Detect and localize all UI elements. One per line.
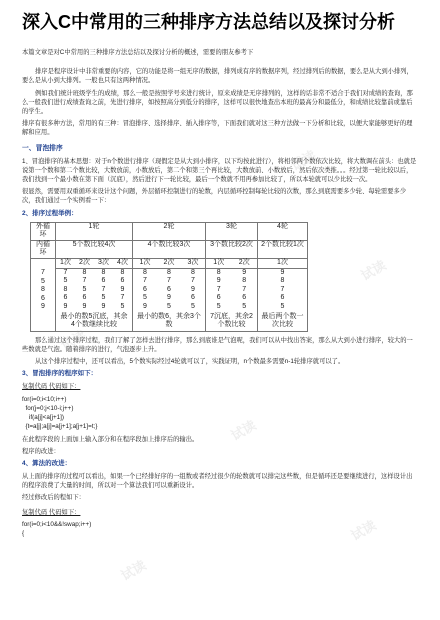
section-heading-bubble: 一、冒泡排序 (22, 144, 63, 152)
table-round-4: 4轮 (258, 222, 308, 240)
round-2-values: 8 8 8 7 7 7 6 6 9 5 9 6 9 5 5 (143, 268, 195, 310)
round-4-values: 9 8 7 6 5 (280, 268, 285, 310)
watermark-text: 试读 (118, 557, 149, 584)
improve-paragraph-2: 经过修改后的程如下： (22, 494, 85, 502)
article-title: 深入C中常用的三种排序方法总结以及探讨分析 (22, 12, 395, 32)
table-round-desc-3: 3个数比较2次 (206, 240, 258, 258)
round-1-times: 1次 2次 3次 4次 (56, 259, 132, 269)
sub-heading-program: 3、冒泡排序的程序如下： (22, 370, 98, 378)
improve-paragraph: 从上面的排序的过程可以看出，如果一个已经排好序的一组数或者经过很少的轮数就可以排完这些数，但是循环还是要继续进行，这样设计出的程序浪费了大量的时间，所以对一个算法我们可以重新设计。 (22, 472, 413, 490)
table-round-desc-4: 2个数比较1次 (258, 240, 308, 258)
code-block-2 (22, 520, 418, 538)
article-intro: 本篇文章是对C中常用的三种排序方法总结以及探讨分析的概述，需要的朋友参考下 (22, 49, 254, 56)
round-4-times: 1次 (258, 259, 307, 269)
paragraph-1: 排序是程序设计中非常重要的内容，它的功能是将一组无序的数据，排列成有序的数据序列，经过排列后的数据，要么是从大到小排列，要么是从小到大排列。一般也只有这两种情况。 (22, 68, 413, 85)
bubble-loop-desc: 很显然，需要用双重循环来设计这个问题，外层循环控制进行的轮数，内层循环控制每轮比较的次数，那么到底需要多少轮、每轮需要多少次，我们通过一个实例看一下： (22, 188, 407, 205)
table-round-desc-2: 4个数比较3次 (133, 240, 206, 258)
table-round-1-steps (56, 259, 133, 332)
code-line: for(j=0;j<10-i;j++) (22, 404, 74, 412)
copy-code-link[interactable]: 复制代码 代码如下： (22, 383, 81, 391)
code-block-1 (22, 395, 418, 431)
code-line: { (22, 529, 25, 537)
code-line: for(i=0;i<10&&!swap;i++) (22, 520, 92, 528)
watermark-text: 试读 (288, 147, 319, 174)
table-round-3-steps (206, 259, 258, 332)
table-round-desc-1: 5个数比较4次 (56, 240, 133, 258)
table-round-1: 1轮 (56, 222, 133, 240)
bubble-explanation: 那么通过这个排序过程，我们了解了怎样去进行排序，那么到底谁是气泡呢，我们可以从中找出答案，那么从大到小进行排序，较大的一些数就是气泡。随着排序的进行，气泡逐步上升。 (22, 336, 413, 353)
round-1-note: 最小的数5沉底，其余4个数继续比较 (60, 312, 128, 329)
round-2-note: 最小的数6，其余3个数 (137, 312, 201, 329)
watermark-text: 试读 (348, 517, 379, 544)
initial-value: 6 (41, 294, 45, 302)
table-initial-column (31, 259, 56, 332)
sort-process-table (30, 222, 308, 332)
round-1-values: 7 8 8 8 5 7 6 6 8 5 7 9 6 6 5 7 9 9 9 5 (63, 268, 125, 310)
bubble-round-count: 从这个排序过程中，还可以看出，5个数实际经过4轮就可以了，实践证明，n个数最多需要n-1轮排序就可以了。 (35, 358, 345, 366)
initial-value: 9 (41, 303, 45, 311)
paragraph-2: 例如我们统计班级学生的成绩，那么一般是按照学号来进行统计，原来成绩是无序排列的，这样的话非常不适合于我们对成绩的查询，那么一般我们进行成绩查询之前，先进行排序，如按照高分到低分的排序，这样可以很快地查出本班的最高分和最低分，和成绩比较靠前或靠后的学生。 (22, 89, 413, 116)
watermark-text: 试读 (358, 257, 389, 284)
initial-value: 5 (41, 277, 45, 285)
table-round-3: 3轮 (206, 222, 258, 240)
paragraph-3: 排序有很多种方法，常用的有三种：冒泡排序、选择排序、插入排序等，下面我们就对这三种方法做一下分析和比较，以便大家能够更好的理解和应用。 (22, 120, 413, 137)
table-label-outer: 外循环 (31, 222, 56, 240)
sub-heading-improve: 4、算法的改进： (22, 459, 72, 467)
code-line: {t=a[j];a[j]=a[j+1];a[j+1]=t;} (22, 422, 98, 430)
watermark-text: 试读 (58, 327, 89, 354)
sub-heading-example: 2、排序过程举例： (22, 209, 78, 217)
bubble-basic-idea: 1、冒泡排序的基本思想：对于n个数进行排序（现假定是从大到小排序，以下均按此进行），将相邻两个数依次比较，将大数调在前头：也就是说第一个数和第二个数比较，大数放前，小数放后，第二个和第三个再比较，大数放前、小数放后，然后依次类推。。。经过第一轮比较以后，我们找到一个最小数在第下面（沉底），然后进行下一轮比较，最后一个数就不用再参加比较了，所以本轮就可以少比较一次。 (22, 157, 417, 184)
round-3-note: 7沉底，其余2个数比较 (210, 312, 253, 329)
round-3-values: 8 9 9 8 7 7 6 6 5 5 (216, 268, 247, 310)
round-3-times: 1次 2次 (206, 259, 257, 269)
code-line: if(a[j]<a[j+1]) (22, 413, 64, 421)
round-2-times: 1次 2次 3次 (133, 259, 205, 269)
initial-value: 8 (41, 286, 45, 294)
table-round-4-steps (258, 259, 308, 332)
table-round-2-steps (133, 259, 206, 332)
table-round-2: 2轮 (133, 222, 206, 240)
code-note: 在此程序段的上面加上输入部分和在程序段加上排序后的输出。 (22, 435, 199, 443)
round-4-note: 最后两个数一次比较 (261, 312, 304, 329)
initial-value: 7 (41, 269, 45, 277)
code-note-2: 程序的改进： (22, 447, 60, 455)
watermark-text: 试读 (228, 417, 259, 444)
code-line: for(i=0;i<10;i++) (22, 395, 67, 403)
copy-code-link-2[interactable]: 复制代码 代码如下： (22, 508, 81, 516)
table-label-inner: 内循环 (31, 240, 56, 258)
